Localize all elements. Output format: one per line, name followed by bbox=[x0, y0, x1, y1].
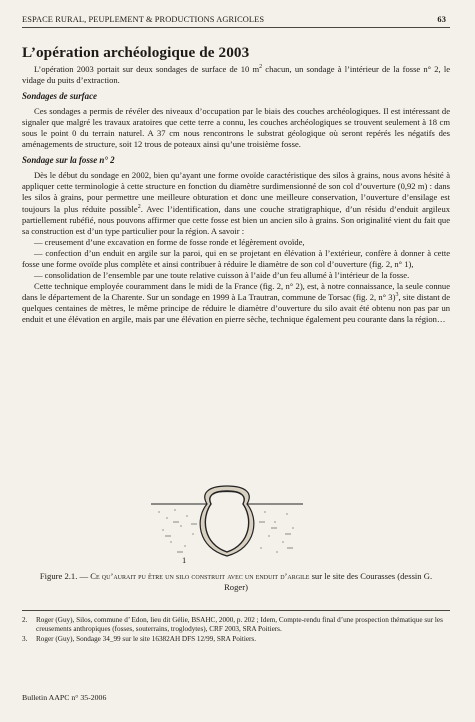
surface-paragraph: Ces sondages a permis de révéler des niveaux d’occupation par le biais des couches archéologiques. Il est intéressant de signaler que malgré les travaux aratoires que cette terre a connu, les couches archéologiques se trouvent seulement à 18 cm sous le point 0 du terrain naturel. A 37 cm nous rencontrons le substrat géologique où seront repérés les négatifs des aménagements de structure, soit 12 trous de poteaux ainsi qu’une troisième fosse. bbox=[22, 106, 450, 150]
section-heading-surface: Sondages de surface bbox=[22, 91, 97, 102]
running-title: ESPACE RURAL, PEUPLEMENT & PRODUCTIONS AGRICOLES bbox=[22, 15, 265, 24]
list-item: — consolidation de l’ensemble par une toute relative cuisson à l’aide d’un feu allumé à l’intérieur de la fosse. bbox=[34, 269, 410, 280]
footnote: 2. Roger (Guy), Silos, commune d’ Edon, lieu dit Gélie, BSAHC, 2000, p. 202 ; Idem, Compte-rendu final d’une prospection thématique sur les creusements anthropiques (fosses, souterrains, troglodytes), CRF 2003, SRA Poitiers. bbox=[22, 616, 443, 634]
bulletin-footer: Bulletin AAPC n° 35-2006 bbox=[22, 693, 107, 702]
page-number: 63 bbox=[437, 15, 446, 24]
section-heading-fosse: Sondage sur la fosse n° 2 bbox=[22, 155, 115, 166]
footnote-separator bbox=[22, 610, 450, 611]
technique-paragraph: Cette technique employée couramment dans le midi de la France (fig. 2, n° 2), est, à notre connaissance, la seule connue dans le département de la Charente. Sur un sondage en 1999 à La Trautran, commune de Torsac (fig. 2, n° 3)$^3$, site distant de quelques centaines de mètres, le même principe de réduire le diamètre d’ouverture du silo avait été obtenu non pas par un enduit et une élévation en argile, mais par une élévation en pierre sèche, technique également peu courante dans la région… bbox=[22, 280, 450, 324]
footnotes bbox=[22, 616, 450, 646]
footnote: 3. Roger (Guy), Sondage 34_99 sur le site 16382AH DFS 12/99, SRA Poitiers. bbox=[22, 635, 257, 644]
figure-panel-number: 1 bbox=[182, 555, 187, 565]
article-body bbox=[22, 64, 450, 325]
list-item: — creusement d’une excavation en forme de fosse ronde et légèrement ovoïde, bbox=[34, 236, 305, 247]
fosse-paragraph: Dès le début du sondage en 2002, bien qu’ayant une forme ovoïde caractéristique des silos à grains, nous avons hésité à appliquer cette terminologie à cette structure en fonction du diamètre surdimensionné de son col d’ouverture (0,92 m) : dans les silos à grains, pour permettre une meilleure obturation et donc une meilleure conservation, l’ouverture d’ensilage est toujours la plus réduite possible$^2$. Avec l’identification, dans une couche stratigraphique, d’un résidu d’enduit argileux partiellement rubéfié, nous pouvons affirmer que cette fosse est bien un ancien silo à grains. Son originalité vient du fait que sa construction est d’un type particulier pour la région. A savoir : bbox=[22, 170, 450, 236]
document-page bbox=[22, 0, 450, 722]
running-header bbox=[22, 15, 450, 28]
silo-drawing bbox=[147, 482, 307, 562]
list-item: — confection d’un enduit en argile sur la paroi, qui en se projetant en élévation à l’extérieur, confère à donner à cette fosse une forme ovoïde plus complète et ainsi contribuer à réduire le diamètre de son col d’ouverture (fig. 2, n° 1), bbox=[22, 247, 450, 269]
article-title: L’opération archéologique de 2003 bbox=[22, 44, 250, 61]
intro-paragraph: L’opération 2003 portait sur deux sondages de surface de 10 $m^2$ chacun, un sondage à l’intérieur de la fosse n° 2, le vidage du puits d’extraction. bbox=[22, 64, 450, 86]
figure-caption: Figure 2.1. — Ce qu’aurait pu être un silo construit avec un enduit d’argile sur le site des Courasses (dessin G. Roger) bbox=[39, 571, 433, 592]
